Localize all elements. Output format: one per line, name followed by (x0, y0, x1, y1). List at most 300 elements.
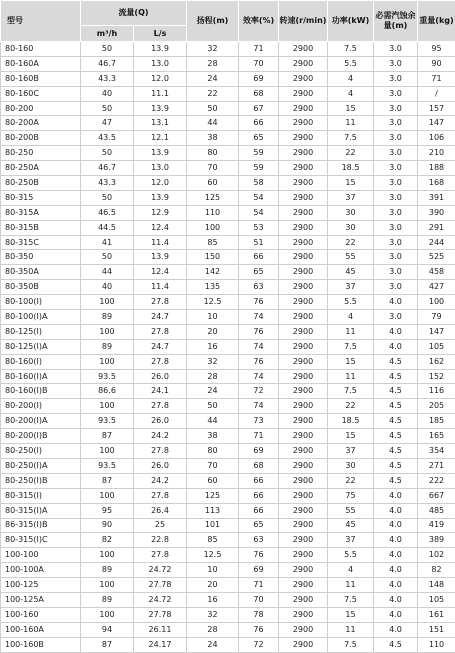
cell-power: 18.5 (328, 161, 374, 176)
table-row (1, 622, 455, 637)
cell-power: 7.5 (328, 131, 374, 146)
cell-head: 80 (187, 444, 239, 459)
cell-npsh: 3.0 (374, 310, 418, 325)
cell-npsh: 3.0 (374, 42, 418, 57)
cell-head: 85 (187, 533, 239, 548)
cell-speed: 2900 (279, 548, 328, 563)
cell-speed: 2900 (279, 384, 328, 399)
table-row (1, 131, 455, 146)
cell-speed: 2900 (279, 369, 328, 384)
cell-model: 80-100(I)A (1, 310, 81, 325)
cell-efficiency: 74 (239, 399, 279, 414)
table-row (1, 414, 455, 429)
cell-flow-m3h: 87 (81, 637, 134, 652)
cell-efficiency: 71 (239, 42, 279, 57)
cell-efficiency: 63 (239, 533, 279, 548)
cell-efficiency: 72 (239, 637, 279, 652)
cell-flow-m3h: 41 (81, 235, 134, 250)
cell-speed: 2900 (279, 310, 328, 325)
cell-model: 80-350 (1, 250, 81, 265)
cell-model: 80-315(I)C (1, 533, 81, 548)
cell-head: 85 (187, 235, 239, 250)
header-npsh: 必需汽蚀余量(m) (374, 1, 418, 42)
table-row (1, 354, 455, 369)
cell-flow-ls: 13.1 (134, 116, 187, 131)
table-row (1, 250, 455, 265)
cell-flow-m3h: 43.5 (81, 131, 134, 146)
cell-model: 100-125 (1, 578, 81, 593)
cell-efficiency: 58 (239, 176, 279, 191)
cell-npsh: 3.0 (374, 205, 418, 220)
cell-power: 5.5 (328, 295, 374, 310)
cell-head: 24 (187, 637, 239, 652)
cell-flow-m3h: 43.3 (81, 71, 134, 86)
cell-npsh: 3.0 (374, 131, 418, 146)
cell-model: 80-315A (1, 205, 81, 220)
cell-npsh: 4.5 (374, 458, 418, 473)
cell-power: 37 (328, 190, 374, 205)
cell-weight: 165 (418, 429, 455, 444)
cell-efficiency: 74 (239, 339, 279, 354)
cell-flow-m3h: 100 (81, 399, 134, 414)
cell-flow-ls: 13.0 (134, 161, 187, 176)
cell-power: 22 (328, 399, 374, 414)
cell-speed: 2900 (279, 533, 328, 548)
cell-weight: 205 (418, 399, 455, 414)
cell-weight: 147 (418, 324, 455, 339)
cell-npsh: 4.0 (374, 339, 418, 354)
cell-weight: 152 (418, 369, 455, 384)
cell-npsh: 4.0 (374, 563, 418, 578)
cell-flow-m3h: 40 (81, 280, 134, 295)
table-row (1, 518, 455, 533)
cell-speed: 2900 (279, 86, 328, 101)
cell-power: 4 (328, 71, 374, 86)
cell-weight: 161 (418, 607, 455, 622)
cell-speed: 2900 (279, 56, 328, 71)
cell-flow-ls: 24.1 (134, 384, 187, 399)
cell-speed: 2900 (279, 503, 328, 518)
cell-flow-m3h: 50 (81, 42, 134, 57)
cell-efficiency: 68 (239, 86, 279, 101)
cell-flow-ls: 11.4 (134, 235, 187, 250)
cell-speed: 2900 (279, 220, 328, 235)
cell-npsh: 3.0 (374, 101, 418, 116)
table-body (1, 42, 455, 653)
cell-power: 5.5 (328, 548, 374, 563)
cell-speed: 2900 (279, 280, 328, 295)
cell-head: 125 (187, 488, 239, 503)
cell-power: 37 (328, 444, 374, 459)
cell-head: 22 (187, 86, 239, 101)
cell-flow-m3h: 44.5 (81, 220, 134, 235)
cell-weight: 168 (418, 176, 455, 191)
cell-npsh: 4.0 (374, 324, 418, 339)
cell-npsh: 3.0 (374, 86, 418, 101)
cell-flow-ls: 24.72 (134, 563, 187, 578)
cell-weight: 147 (418, 116, 455, 131)
cell-flow-ls: 24.7 (134, 310, 187, 325)
cell-head: 60 (187, 176, 239, 191)
cell-power: 11 (328, 578, 374, 593)
table-row (1, 563, 455, 578)
table-row (1, 71, 455, 86)
cell-weight: 188 (418, 161, 455, 176)
cell-model: 80-200A (1, 116, 81, 131)
cell-head: 24 (187, 384, 239, 399)
cell-model: 100-160A (1, 622, 81, 637)
cell-flow-ls: 26.0 (134, 369, 187, 384)
table-row (1, 637, 455, 652)
cell-flow-ls: 12.9 (134, 205, 187, 220)
cell-npsh: 4.0 (374, 592, 418, 607)
cell-speed: 2900 (279, 146, 328, 161)
cell-flow-m3h: 93.5 (81, 414, 134, 429)
cell-speed: 2900 (279, 444, 328, 459)
cell-head: 44 (187, 116, 239, 131)
cell-weight: 525 (418, 250, 455, 265)
cell-efficiency: 59 (239, 146, 279, 161)
cell-head: 125 (187, 190, 239, 205)
cell-model: 80-315C (1, 235, 81, 250)
cell-head: 12.5 (187, 295, 239, 310)
cell-flow-ls: 24.2 (134, 429, 187, 444)
header-weight: 重量(kg) (418, 1, 455, 42)
cell-efficiency: 66 (239, 488, 279, 503)
cell-flow-m3h: 43.3 (81, 176, 134, 191)
table-row (1, 56, 455, 71)
table-row (1, 548, 455, 563)
table-row (1, 503, 455, 518)
table-header (1, 1, 455, 42)
table-row (1, 101, 455, 116)
cell-npsh: 3.0 (374, 116, 418, 131)
cell-efficiency: 59 (239, 161, 279, 176)
cell-speed: 2900 (279, 161, 328, 176)
cell-head: 16 (187, 339, 239, 354)
cell-weight: 485 (418, 503, 455, 518)
cell-model: 80-160A (1, 56, 81, 71)
cell-npsh: 3.0 (374, 190, 418, 205)
cell-npsh: 3.0 (374, 280, 418, 295)
cell-flow-m3h: 94 (81, 622, 134, 637)
table-row (1, 280, 455, 295)
cell-power: 4 (328, 86, 374, 101)
cell-weight: 102 (418, 548, 455, 563)
cell-efficiency: 65 (239, 518, 279, 533)
cell-npsh: 3.0 (374, 220, 418, 235)
cell-npsh: 4.0 (374, 503, 418, 518)
cell-npsh: 4.0 (374, 548, 418, 563)
cell-model: 100-160B (1, 637, 81, 652)
cell-efficiency: 54 (239, 190, 279, 205)
cell-speed: 2900 (279, 399, 328, 414)
cell-model: 80-125(I) (1, 324, 81, 339)
cell-npsh: 3.0 (374, 71, 418, 86)
cell-efficiency: 76 (239, 622, 279, 637)
cell-flow-ls: 27.78 (134, 578, 187, 593)
cell-weight: 106 (418, 131, 455, 146)
cell-flow-m3h: 89 (81, 310, 134, 325)
cell-flow-ls: 27.8 (134, 295, 187, 310)
cell-flow-m3h: 89 (81, 339, 134, 354)
cell-flow-m3h: 46.7 (81, 56, 134, 71)
cell-power: 7.5 (328, 637, 374, 652)
cell-flow-ls: 27.8 (134, 444, 187, 459)
cell-power: 11 (328, 369, 374, 384)
table-row (1, 533, 455, 548)
cell-head: 38 (187, 429, 239, 444)
cell-flow-ls: 13.9 (134, 250, 187, 265)
cell-model: 80-250(I)A (1, 458, 81, 473)
cell-head: 38 (187, 131, 239, 146)
table-row (1, 607, 455, 622)
cell-efficiency: 65 (239, 265, 279, 280)
cell-flow-m3h: 100 (81, 444, 134, 459)
cell-weight: 162 (418, 354, 455, 369)
cell-flow-m3h: 46.7 (81, 161, 134, 176)
table-row (1, 265, 455, 280)
header-model: 型号 (1, 1, 81, 42)
table-row (1, 444, 455, 459)
cell-model: 80-200(I) (1, 399, 81, 414)
cell-power: 4 (328, 310, 374, 325)
cell-power: 15 (328, 607, 374, 622)
cell-weight: 667 (418, 488, 455, 503)
cell-head: 113 (187, 503, 239, 518)
cell-weight: 427 (418, 280, 455, 295)
cell-model: 80-160C (1, 86, 81, 101)
table-row (1, 42, 455, 57)
cell-speed: 2900 (279, 250, 328, 265)
cell-flow-m3h: 50 (81, 250, 134, 265)
cell-efficiency: 69 (239, 71, 279, 86)
cell-speed: 2900 (279, 205, 328, 220)
cell-flow-ls: 22.8 (134, 533, 187, 548)
cell-flow-ls: 27.8 (134, 488, 187, 503)
cell-speed: 2900 (279, 116, 328, 131)
cell-efficiency: 76 (239, 295, 279, 310)
cell-head: 32 (187, 607, 239, 622)
cell-flow-ls: 27.78 (134, 607, 187, 622)
cell-flow-m3h: 89 (81, 563, 134, 578)
cell-efficiency: 70 (239, 56, 279, 71)
cell-model: 80-200B (1, 131, 81, 146)
cell-weight: 90 (418, 56, 455, 71)
cell-model: 80-250(I) (1, 444, 81, 459)
cell-model: 100-160 (1, 607, 81, 622)
cell-speed: 2900 (279, 592, 328, 607)
cell-flow-m3h: 50 (81, 146, 134, 161)
cell-flow-ls: 27.8 (134, 324, 187, 339)
cell-flow-ls: 13.9 (134, 146, 187, 161)
cell-flow-m3h: 100 (81, 578, 134, 593)
cell-power: 18.5 (328, 414, 374, 429)
cell-model: 80-250 (1, 146, 81, 161)
cell-power: 30 (328, 220, 374, 235)
cell-efficiency: 54 (239, 205, 279, 220)
table-row (1, 310, 455, 325)
table-row (1, 488, 455, 503)
cell-weight: 185 (418, 414, 455, 429)
cell-model: 80-315(I)A (1, 503, 81, 518)
cell-power: 15 (328, 354, 374, 369)
cell-efficiency: 51 (239, 235, 279, 250)
cell-flow-ls: 13.0 (134, 56, 187, 71)
cell-power: 37 (328, 280, 374, 295)
table-row (1, 369, 455, 384)
table-row (1, 116, 455, 131)
cell-flow-m3h: 100 (81, 295, 134, 310)
cell-npsh: 4.5 (374, 354, 418, 369)
cell-npsh: 4.0 (374, 295, 418, 310)
cell-weight: 116 (418, 384, 455, 399)
cell-flow-ls: 27.8 (134, 354, 187, 369)
cell-speed: 2900 (279, 354, 328, 369)
cell-model: 80-160(I) (1, 354, 81, 369)
cell-weight: 105 (418, 339, 455, 354)
cell-npsh: 4.5 (374, 429, 418, 444)
cell-head: 60 (187, 473, 239, 488)
cell-flow-m3h: 82 (81, 533, 134, 548)
table-row (1, 399, 455, 414)
cell-flow-m3h: 50 (81, 190, 134, 205)
cell-power: 15 (328, 101, 374, 116)
cell-model: 80-250(I)B (1, 473, 81, 488)
cell-power: 11 (328, 622, 374, 637)
cell-model: 80-100(I) (1, 295, 81, 310)
cell-head: 20 (187, 324, 239, 339)
cell-efficiency: 73 (239, 414, 279, 429)
cell-power: 5.5 (328, 56, 374, 71)
cell-speed: 2900 (279, 518, 328, 533)
cell-power: 11 (328, 116, 374, 131)
cell-weight: 100 (418, 295, 455, 310)
cell-speed: 2900 (279, 265, 328, 280)
cell-npsh: 3.0 (374, 235, 418, 250)
cell-model: 100-100A (1, 563, 81, 578)
cell-efficiency: 66 (239, 473, 279, 488)
cell-speed: 2900 (279, 488, 328, 503)
cell-weight: 419 (418, 518, 455, 533)
cell-model: 80-200(I)B (1, 429, 81, 444)
table-row (1, 429, 455, 444)
table-row (1, 146, 455, 161)
cell-power: 22 (328, 235, 374, 250)
table-row (1, 578, 455, 593)
table-row (1, 220, 455, 235)
cell-efficiency: 76 (239, 324, 279, 339)
cell-head: 32 (187, 354, 239, 369)
cell-efficiency: 66 (239, 250, 279, 265)
cell-power: 30 (328, 205, 374, 220)
cell-head: 101 (187, 518, 239, 533)
cell-weight: 354 (418, 444, 455, 459)
cell-efficiency: 71 (239, 578, 279, 593)
cell-head: 28 (187, 56, 239, 71)
cell-flow-ls: 27.8 (134, 548, 187, 563)
cell-weight: 389 (418, 533, 455, 548)
table-row (1, 295, 455, 310)
cell-flow-m3h: 100 (81, 548, 134, 563)
cell-flow-ls: 13.9 (134, 190, 187, 205)
cell-flow-m3h: 95 (81, 503, 134, 518)
cell-efficiency: 66 (239, 116, 279, 131)
cell-model: 80-350A (1, 265, 81, 280)
cell-power: 15 (328, 429, 374, 444)
cell-npsh: 3.0 (374, 146, 418, 161)
cell-npsh: 4.5 (374, 637, 418, 652)
cell-speed: 2900 (279, 414, 328, 429)
cell-weight: 210 (418, 146, 455, 161)
cell-flow-ls: 24.2 (134, 473, 187, 488)
cell-flow-m3h: 86.6 (81, 384, 134, 399)
cell-model: 80-250B (1, 176, 81, 191)
table-row (1, 176, 455, 191)
cell-npsh: 4.0 (374, 607, 418, 622)
cell-head: 10 (187, 563, 239, 578)
cell-efficiency: 72 (239, 384, 279, 399)
cell-speed: 2900 (279, 458, 328, 473)
cell-speed: 2900 (279, 607, 328, 622)
cell-power: 11 (328, 324, 374, 339)
cell-speed: 2900 (279, 176, 328, 191)
cell-speed: 2900 (279, 190, 328, 205)
cell-head: 70 (187, 458, 239, 473)
cell-head: 50 (187, 101, 239, 116)
cell-power: 7.5 (328, 42, 374, 57)
cell-efficiency: 67 (239, 101, 279, 116)
cell-head: 50 (187, 399, 239, 414)
cell-model: 86-315(I)B (1, 518, 81, 533)
cell-npsh: 4.5 (374, 384, 418, 399)
cell-head: 135 (187, 280, 239, 295)
cell-efficiency: 76 (239, 354, 279, 369)
cell-model: 80-350B (1, 280, 81, 295)
cell-speed: 2900 (279, 101, 328, 116)
cell-weight: 157 (418, 101, 455, 116)
table-row (1, 458, 455, 473)
cell-speed: 2900 (279, 295, 328, 310)
header-power: 功率(kW) (328, 1, 374, 42)
cell-power: 22 (328, 146, 374, 161)
cell-head: 32 (187, 42, 239, 57)
cell-model: 80-315 (1, 190, 81, 205)
cell-flow-ls: 27.8 (134, 399, 187, 414)
cell-efficiency: 78 (239, 607, 279, 622)
cell-speed: 2900 (279, 473, 328, 488)
table-row (1, 235, 455, 250)
cell-speed: 2900 (279, 42, 328, 57)
cell-flow-ls: 12.0 (134, 176, 187, 191)
table-row (1, 190, 455, 205)
cell-model: 80-160(I)B (1, 384, 81, 399)
cell-head: 28 (187, 622, 239, 637)
cell-speed: 2900 (279, 324, 328, 339)
cell-head: 100 (187, 220, 239, 235)
cell-npsh: 4.0 (374, 518, 418, 533)
header-flow: 流量(Q) (81, 1, 187, 26)
cell-npsh: 4.5 (374, 369, 418, 384)
header-flow-ls: L/s (134, 26, 187, 42)
cell-flow-m3h: 87 (81, 429, 134, 444)
cell-efficiency: 66 (239, 503, 279, 518)
cell-speed: 2900 (279, 563, 328, 578)
cell-flow-m3h: 46.5 (81, 205, 134, 220)
cell-head: 44 (187, 414, 239, 429)
cell-speed: 2900 (279, 235, 328, 250)
cell-speed: 2900 (279, 622, 328, 637)
